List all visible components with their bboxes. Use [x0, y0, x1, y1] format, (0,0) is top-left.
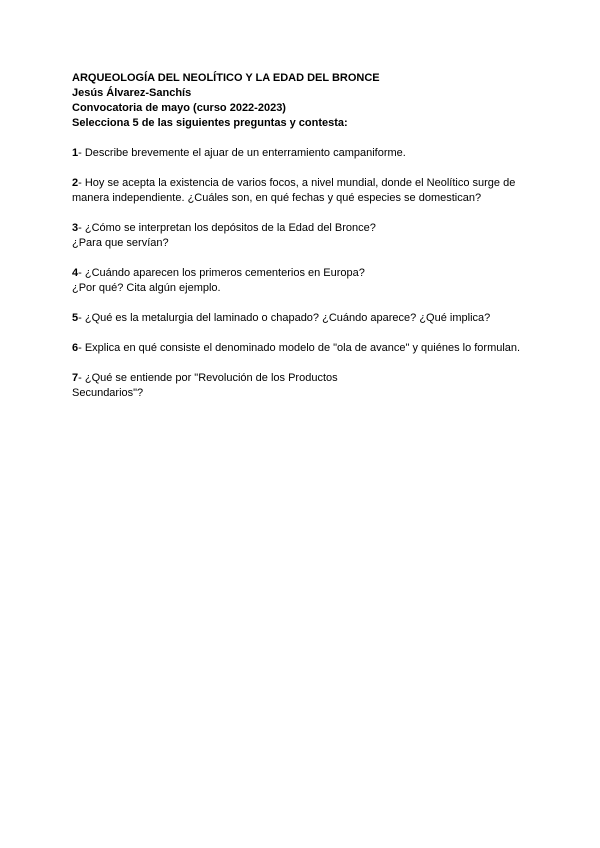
question-4-text-1: - ¿Cuándo aparecen los primeros cementerios en Europa? [78, 267, 365, 279]
question-3 [72, 221, 532, 251]
question-3-text-1: - ¿Cómo se interpretan los depósitos de la Edad del Bronce? [78, 222, 376, 234]
question-1 [72, 146, 532, 161]
document-title: ARQUEOLOGÍA DEL NEOLÍTICO Y LA EDAD DEL BRONCE [72, 72, 380, 84]
question-2-number: 2 [72, 177, 79, 189]
question-4 [72, 266, 532, 296]
question-5 [72, 311, 532, 326]
document-author: Jesús Álvarez-Sanchís [72, 87, 192, 99]
question-6-number: 6 [72, 342, 79, 354]
question-7-text-1: - ¿Qué se entiende por "Revolución de los Productos [78, 372, 338, 384]
question-3-number: 3 [72, 222, 79, 234]
question-2-line-1 [72, 176, 532, 191]
question-5-number: 5 [72, 312, 79, 324]
question-3-text-2: ¿Para que servían? [72, 237, 169, 249]
exam-session: Convocatoria de mayo (curso 2022-2023) [72, 102, 286, 114]
question-4-number: 4 [72, 267, 79, 279]
question-6 [72, 341, 532, 356]
question-3-line-1 [72, 221, 532, 236]
question-4-text-2: ¿Por qué? Cita algún ejemplo. [72, 282, 221, 294]
question-5-text: - ¿Qué es la metalurgia del laminado o chapado? ¿Cuándo aparece? ¿Qué implica? [78, 312, 491, 324]
question-1-text: - Describe brevemente el ajuar de un enterramiento campaniforme. [78, 147, 406, 159]
question-6-text: - Explica en qué consiste el denominado modelo de "ola de avance" y quiénes lo formulan. [78, 342, 521, 354]
document-content [72, 71, 532, 401]
question-2-text-1: - Hoy se acepta la existencia de varios focos, a nivel mundial, donde el Neolítico surge de [78, 177, 516, 189]
question-4-line-1 [72, 266, 532, 281]
question-7-text-2: Secundarios"? [72, 387, 144, 399]
question-2 [72, 176, 532, 206]
question-1-number: 1 [72, 147, 79, 159]
question-6-line-1 [72, 341, 532, 356]
question-7 [72, 371, 532, 401]
question-7-line-1 [72, 371, 532, 386]
question-2-text-2: manera independiente. ¿Cuáles son, en qué fechas y qué especies se domestican? [72, 192, 482, 204]
exam-instruction: Selecciona 5 de las siguientes preguntas y contesta: [72, 117, 348, 129]
question-5-line-1 [72, 311, 532, 326]
question-1-line-1 [72, 146, 532, 161]
question-7-number: 7 [72, 372, 79, 384]
